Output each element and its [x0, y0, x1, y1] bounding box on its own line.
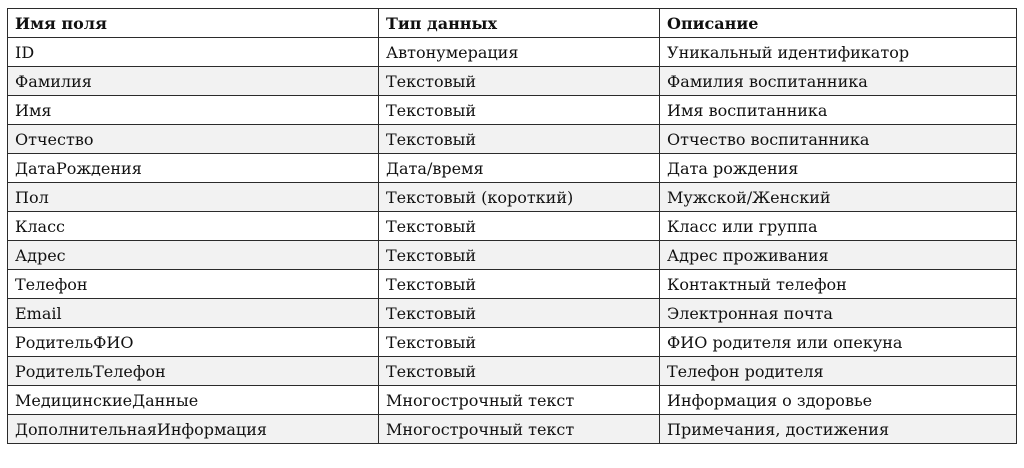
cell-data-type: Дата/время — [379, 154, 660, 183]
cell-field-name: РодительТелефон — [8, 357, 379, 386]
header-row — [8, 9, 1017, 38]
header-description: Описание — [660, 9, 1017, 38]
cell-field-name: Адрес — [8, 241, 379, 270]
cell-description: Класс или группа — [660, 212, 1017, 241]
field-table-container — [7, 8, 1016, 444]
table-row — [8, 386, 1017, 415]
table-row — [8, 96, 1017, 125]
cell-field-name: Отчество — [8, 125, 379, 154]
cell-description: Отчество воспитанника — [660, 125, 1017, 154]
cell-data-type: Текстовый — [379, 241, 660, 270]
cell-data-type: Текстовый — [379, 270, 660, 299]
cell-data-type: Многострочный текст — [379, 415, 660, 444]
cell-description: Имя воспитанника — [660, 96, 1017, 125]
cell-data-type: Текстовый — [379, 212, 660, 241]
cell-description: Уникальный идентификатор — [660, 38, 1017, 67]
cell-description: Примечания, достижения — [660, 415, 1017, 444]
cell-description: Адрес проживания — [660, 241, 1017, 270]
cell-field-name: Email — [8, 299, 379, 328]
cell-data-type: Многострочный текст — [379, 386, 660, 415]
header-data-type: Тип данных — [379, 9, 660, 38]
cell-description: Фамилия воспитанника — [660, 67, 1017, 96]
cell-field-name: МедицинскиеДанные — [8, 386, 379, 415]
cell-data-type: Текстовый (короткий) — [379, 183, 660, 212]
cell-field-name: Фамилия — [8, 67, 379, 96]
cell-data-type: Текстовый — [379, 299, 660, 328]
cell-description: Дата рождения — [660, 154, 1017, 183]
cell-description: Электронная почта — [660, 299, 1017, 328]
cell-data-type: Текстовый — [379, 357, 660, 386]
cell-field-name: Пол — [8, 183, 379, 212]
table-row — [8, 212, 1017, 241]
cell-description: Мужской/Женский — [660, 183, 1017, 212]
table-row — [8, 299, 1017, 328]
cell-data-type: Текстовый — [379, 328, 660, 357]
cell-data-type: Текстовый — [379, 125, 660, 154]
cell-description: Телефон родителя — [660, 357, 1017, 386]
table-row — [8, 357, 1017, 386]
table-row — [8, 328, 1017, 357]
cell-field-name: ДатаРождения — [8, 154, 379, 183]
field-table — [7, 8, 1017, 444]
cell-field-name: ДополнительнаяИнформация — [8, 415, 379, 444]
table-row — [8, 270, 1017, 299]
cell-field-name: Класс — [8, 212, 379, 241]
cell-field-name: Телефон — [8, 270, 379, 299]
cell-field-name: РодительФИО — [8, 328, 379, 357]
cell-description: ФИО родителя или опекуна — [660, 328, 1017, 357]
table-row — [8, 415, 1017, 444]
cell-data-type: Автонумерация — [379, 38, 660, 67]
cell-data-type: Текстовый — [379, 96, 660, 125]
cell-description: Контактный телефон — [660, 270, 1017, 299]
table-row — [8, 125, 1017, 154]
cell-field-name: ID — [8, 38, 379, 67]
table-header — [8, 9, 1017, 38]
table-row — [8, 67, 1017, 96]
table-row — [8, 154, 1017, 183]
header-field-name: Имя поля — [8, 9, 379, 38]
cell-data-type: Текстовый — [379, 67, 660, 96]
table-row — [8, 38, 1017, 67]
cell-description: Информация о здоровье — [660, 386, 1017, 415]
table-row — [8, 241, 1017, 270]
cell-field-name: Имя — [8, 96, 379, 125]
table-row — [8, 183, 1017, 212]
table-body — [8, 38, 1017, 444]
